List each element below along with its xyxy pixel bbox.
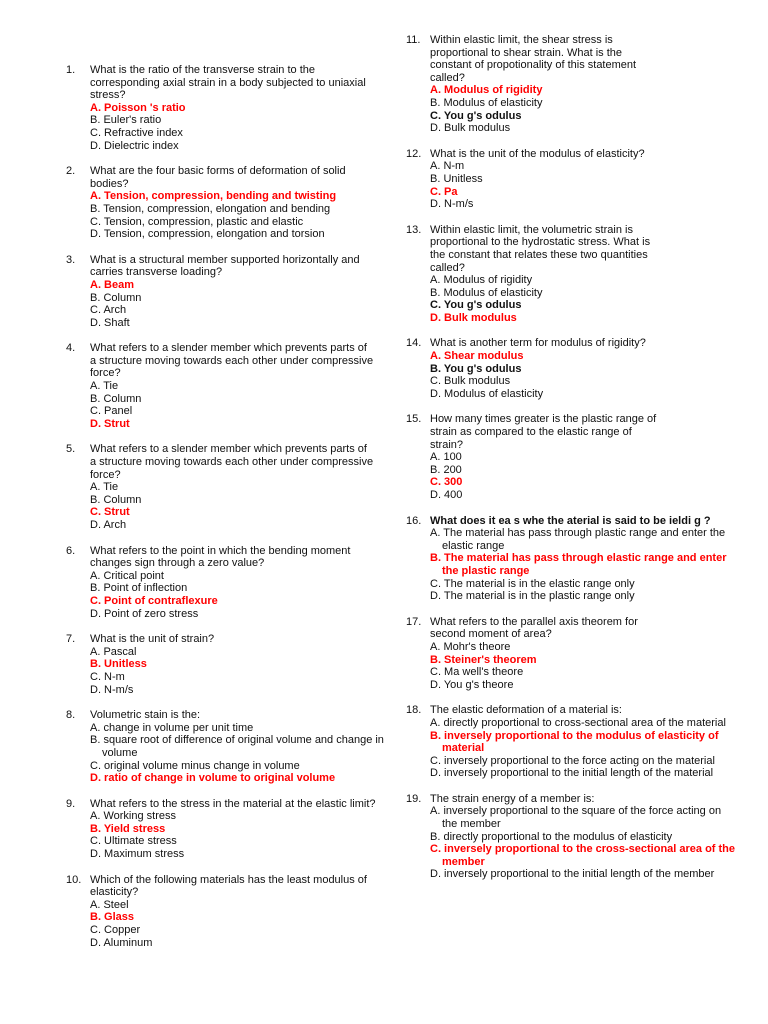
answer-option: D. The material is in the plastic range only [430, 590, 635, 603]
answer-option: D. Dielectric index [90, 139, 179, 152]
question-stem: What refers to the stress in the material at the elastic limit? [90, 797, 376, 810]
question-stem: Which of the following materials has the least modulus of elasticity? [90, 873, 367, 899]
question-number: 8. [66, 709, 76, 722]
answer-option: A. Tie [90, 481, 119, 494]
answer-option: D. Modulus of elasticity [430, 387, 544, 400]
question-stem: What refers to a slender member which prevents parts of a structure moving towards each other under compressive force? [90, 342, 374, 380]
answer-option-correct: C. Pa [430, 185, 458, 198]
answer-option: C. Ultimate stress [90, 835, 177, 848]
question-number: 18. [406, 704, 422, 717]
answer-option-correct: C. inversely proportional to the cross-sectional area of the member [430, 843, 736, 868]
question-10 [66, 874, 386, 950]
answer-option-correct: B. The material has pass through elastic range and enter the plastic range [430, 552, 727, 577]
answer-option: D. Point of zero stress [90, 607, 199, 620]
question-stem: Within elastic limit, the volumetric strain is proportional to the hydrostatic stress. What is the constant that relates these two quantities called? [430, 223, 651, 274]
answer-option: A. directly proportional to cross-sectional area of the material [430, 716, 726, 729]
answer-option: A. Critical point [90, 569, 164, 582]
answer-option: B. Column [90, 392, 142, 405]
question-number: 12. [406, 147, 422, 160]
answer-option-correct: A. Shear modulus [430, 350, 524, 363]
answer-option-correct: A. Modulus of rigidity [430, 84, 543, 97]
question-number: 1. [66, 64, 76, 76]
answer-option: A. 100 [430, 451, 462, 464]
question-8 [66, 709, 386, 785]
question-stem: Volumetric stain is the: [90, 709, 201, 722]
question-number: 11. [406, 34, 421, 46]
answer-option-correct: B. Glass [90, 911, 135, 924]
answer-option: B. Euler's ratio [90, 114, 162, 127]
answer-option: B. directly proportional to the modulus of elasticity [430, 830, 673, 843]
question-1 [66, 64, 386, 152]
answer-option-correct: B. inversely proportional to the modulus of elasticity of material [430, 729, 719, 755]
answer-option: D. inversely proportional to the initial length of the member [430, 868, 715, 881]
answer-option: A. Mohr's theore [430, 640, 511, 653]
answer-option: D. Aluminum [90, 936, 153, 949]
answer-option: A. N-m [430, 160, 465, 173]
answer-option: C. inversely proportional to the force acting on the material [430, 754, 715, 767]
question-number: 19. [406, 792, 422, 805]
question-5 [66, 443, 386, 531]
answer-option: D. Shaft [90, 316, 130, 329]
answer-option: A. Modulus of rigidity [430, 274, 533, 287]
left-column [66, 64, 386, 949]
question-number: 13. [406, 223, 422, 236]
answer-option-correct: A. Beam [90, 278, 135, 291]
question-number: 6. [66, 544, 76, 557]
answer-option: B. Column [90, 493, 142, 506]
question-11 [406, 34, 768, 135]
question-number: 16. [406, 514, 422, 527]
question-6 [66, 545, 386, 621]
question-3 [66, 254, 386, 330]
question-stem: What does it ea s whe the aterial is said to be ieldi g ? [430, 514, 711, 527]
answer-option-correct: D. ratio of change in volume to original volume [90, 772, 336, 785]
answer-option: B. Unitless [430, 172, 483, 185]
question-16 [406, 515, 768, 603]
answer-option: D. N-m/s [430, 198, 474, 211]
question-9 [66, 798, 386, 861]
answer-option: C. Arch [90, 304, 127, 317]
answer-option: D. Bulk modulus [430, 122, 511, 135]
question-stem: Within elastic limit, the shear stress is proportional to shear strain. What is the constant of propotionality of this statement called? [430, 34, 637, 84]
answer-option: D. Maximum stress [90, 848, 185, 861]
answer-option: C. Refractive index [90, 126, 183, 139]
answer-option-correct: C. 300 [430, 476, 463, 489]
question-4 [66, 342, 386, 430]
question-stem: The elastic deformation of a material is: [430, 704, 622, 717]
answer-option: B. You g's odulus [430, 362, 522, 375]
answer-option: C. You g's odulus [430, 109, 522, 122]
answer-option-correct: D. Bulk modulus [430, 311, 517, 324]
answer-option: C. Bulk modulus [430, 375, 511, 388]
right-column [406, 34, 768, 881]
question-stem: What is a structural member supported horizontally and carries transverse loading? [90, 253, 360, 279]
answer-option: C. You g's odulus [430, 299, 522, 312]
answer-option: B. Column [90, 291, 142, 304]
question-stem: What refers to a slender member which prevents parts of a structure moving towards each other under compressive force? [90, 443, 374, 481]
question-number: 9. [66, 797, 76, 810]
answer-option: C. N-m [90, 670, 125, 683]
question-15 [406, 413, 768, 501]
question-13 [406, 224, 768, 325]
answer-option-correct: B. Yield stress [90, 822, 166, 835]
question-number: 4. [66, 342, 76, 355]
question-stem: How many times greater is the plastic range of strain as compared to the elastic range of strain? [430, 413, 657, 451]
answer-option: A. Tie [90, 380, 119, 393]
question-number: 14. [406, 337, 422, 350]
answer-option: C. Copper [90, 924, 141, 937]
question-2 [66, 165, 386, 241]
question-number: 3. [66, 253, 76, 266]
answer-option-correct: D. Strut [90, 417, 130, 430]
answer-option: B. square root of difference of original volume and change in volume [90, 734, 384, 759]
answer-option: C. Ma well's theore [430, 666, 524, 679]
question-stem: What refers to the point in which the bending moment changes sign through a zero value? [90, 544, 351, 570]
answer-option-correct: C. Point of contraflexure [90, 594, 218, 607]
question-number: 7. [66, 633, 76, 646]
question-number: 17. [406, 615, 422, 628]
answer-option: D. Arch [90, 519, 127, 531]
answer-option: D. You g's theore [430, 678, 514, 691]
question-number: 5. [66, 443, 76, 456]
question-stem: The strain energy of a member is: [430, 792, 595, 805]
question-number: 10. [66, 873, 82, 886]
answer-option: A. inversely proportional to the square of the force acting on the member [430, 805, 722, 831]
answer-option-correct: A. Poisson 's ratio [90, 101, 186, 114]
question-12 [406, 148, 768, 211]
answer-option: D. Tension, compression, elongation and torsion [90, 228, 325, 241]
answer-option: A. Pascal [90, 645, 137, 658]
answer-option: C. Panel [90, 405, 133, 418]
question-18 [406, 704, 768, 780]
question-number: 15. [406, 413, 422, 426]
question-7 [66, 633, 386, 696]
answer-option: C. Tension, compression, plastic and elastic [90, 215, 304, 228]
answer-option: B. Point of inflection [90, 582, 188, 595]
question-stem: What is the ratio of the transverse strain to the corresponding axial strain in a body subjected to uniaxial stress? [90, 64, 366, 102]
question-stem: What is the unit of strain? [90, 633, 215, 646]
answer-option: D. inversely proportional to the initial length of the material [430, 767, 714, 780]
answer-option: A. change in volume per unit time [90, 721, 254, 734]
answer-option: B. 200 [430, 463, 462, 476]
answer-option: B. Tension, compression, elongation and bending [90, 202, 331, 215]
question-19 [406, 793, 768, 881]
answer-option-correct: B. Steiner's theorem [430, 653, 537, 666]
answer-option: B. Modulus of elasticity [430, 96, 543, 109]
question-stem: What refers to the parallel axis theorem for second moment of area? [430, 615, 638, 641]
answer-option: B. Modulus of elasticity [430, 286, 543, 299]
answer-option: D. 400 [430, 489, 463, 501]
answer-option-correct: A. Tension, compression, bending and twisting [90, 190, 337, 203]
answer-option: D. N-m/s [90, 683, 134, 696]
answer-option-correct: B. Unitless [90, 658, 147, 671]
question-stem: What is the unit of the modulus of elasticity? [430, 147, 645, 160]
answer-option: A. Working stress [90, 810, 176, 823]
answer-option-correct: C. Strut [90, 506, 130, 519]
answer-option: A. The material has pass through plastic range and enter the elastic range [430, 527, 726, 552]
question-stem: What are the four basic forms of deformation of solid bodies? [90, 165, 346, 190]
question-17 [406, 616, 768, 692]
question-14 [406, 337, 768, 400]
answer-option: C. original volume minus change in volume [90, 759, 300, 772]
answer-option: C. The material is in the elastic range only [430, 577, 635, 590]
question-number: 2. [66, 165, 76, 178]
question-stem: What is another term for modulus of rigidity? [430, 337, 646, 350]
answer-option: A. Steel [90, 898, 129, 911]
